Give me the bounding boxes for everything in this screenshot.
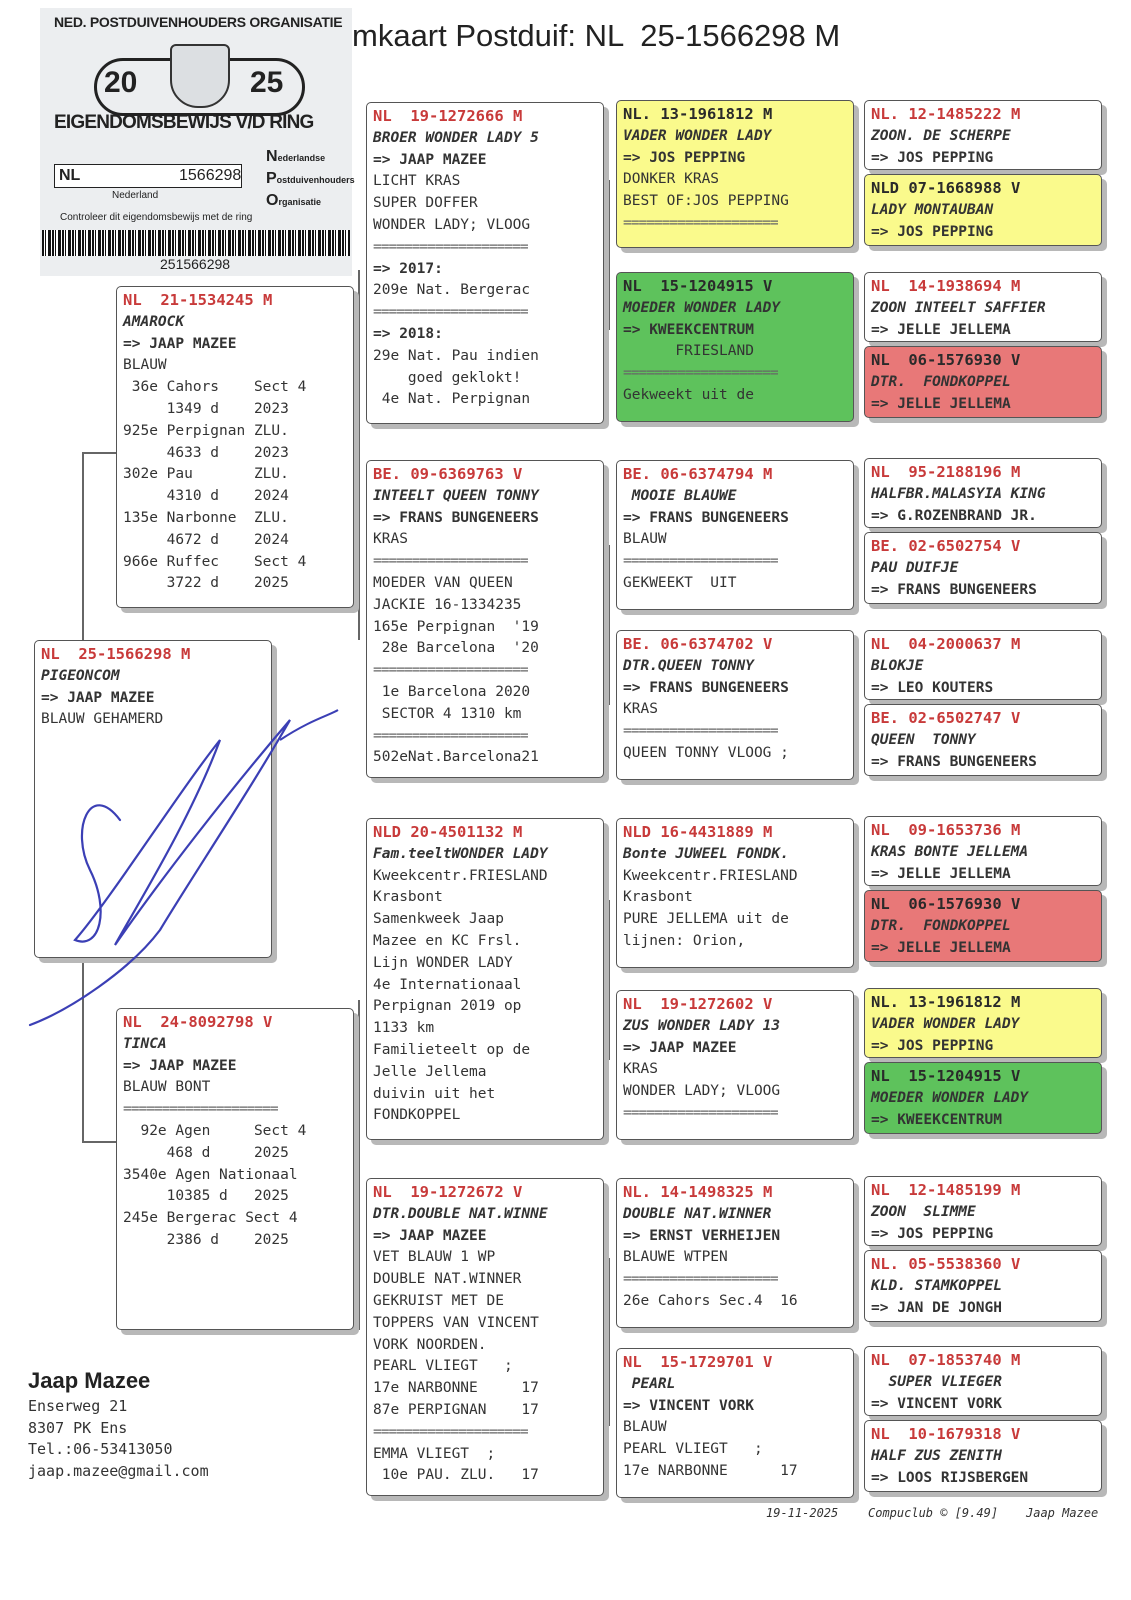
card-line: SECTOR 4 1310 km [373, 705, 522, 722]
connector [82, 452, 116, 454]
card-mother [116, 1008, 354, 1330]
card-line: 4e Nat. Perpignan [373, 391, 531, 408]
card-line: => JAAP MAZEE [373, 1227, 487, 1244]
pigeon-name: Fam.teeltWONDER LADY [373, 845, 548, 862]
ring-number: BE. 06-6374794 M [623, 465, 773, 483]
card-line: EMMA VLIEGT ; [373, 1445, 496, 1462]
card-line: => JAAP MAZEE [373, 151, 487, 168]
card-mmm [616, 1348, 854, 1498]
pigeon-name: DTR. FONDKOPPEL [871, 917, 1011, 934]
card-line: MOEDER VAN QUEEN [373, 574, 513, 591]
card-line: BLAUW GEHAMERD [41, 711, 164, 728]
owner-phone: Tel.:06-53413050 [28, 1440, 173, 1458]
ring-number: NL 19-1272672 V [373, 1183, 523, 1201]
card-g11 [864, 988, 1102, 1058]
card-line: => JAN DE JONGH [871, 1299, 1002, 1316]
card-line: 29e Nat. Pau indien [373, 347, 539, 364]
ring-number: NL. 13-1961812 M [623, 105, 773, 123]
ring-number: NL 15-1729701 V [623, 1353, 773, 1371]
card-line: 3540e Agen Nationaal [123, 1166, 298, 1183]
ring-number: NL 15-1204915 V [623, 277, 773, 295]
pigeon-name: PAU DUIFJE [871, 559, 959, 576]
card-line: => JAAP MAZEE [623, 1039, 737, 1056]
ring-number: BE. 09-6369763 V [373, 465, 523, 483]
card-line: => VINCENT VORK [623, 1397, 754, 1414]
ring-number: NL 19-1272666 M [373, 107, 523, 125]
owner-email[interactable]: jaap.mazee@gmail.com [28, 1461, 209, 1480]
owner-street: Enserweg 21 [28, 1397, 128, 1415]
card-line: => LOOS RIJSBERGEN [871, 1469, 1029, 1486]
pigeon-name: MOOIE BLAUWE [623, 487, 737, 504]
certificate-check: Controleer dit eigendomsbewijs met de ring [60, 212, 253, 223]
pigeon-name: TINCA [123, 1035, 167, 1052]
card-line: 4672 d 2024 [123, 531, 289, 548]
card-g4 [864, 346, 1102, 418]
ring-number: NLD 20-4501132 M [373, 823, 523, 841]
card-ff [366, 102, 604, 424]
owner-block [28, 1366, 209, 1482]
card-line: GEKRUIST MET DE [373, 1292, 504, 1309]
card-line: QUEEN TONNY VLOOG ; [623, 744, 789, 761]
card-line: => VINCENT VORK [871, 1395, 1002, 1412]
card-line: ==================== [623, 365, 778, 382]
ring-number: NL. 13-1961812 M [871, 993, 1021, 1011]
card-line: => JAAP MAZEE [123, 335, 237, 352]
card-line: Gekweekt uit de [623, 386, 754, 403]
card-g9 [864, 816, 1102, 886]
card-line: 468 d 2025 [123, 1144, 289, 1161]
card-line: goed geklokt! [373, 369, 522, 386]
npo-p-text: ostduivenhouders [276, 175, 355, 185]
card-line: JACKIE 16-1334235 [373, 596, 522, 613]
ring-number: BE. 02-6502754 V [871, 537, 1021, 555]
card-line: BLAUW [623, 531, 667, 548]
pigeon-name: KRAS BONTE JELLEMA [871, 843, 1029, 860]
ring-number: NL 10-1679318 V [871, 1425, 1021, 1443]
ring-number: NL 15-1204915 V [871, 1067, 1021, 1085]
card-line: BLAUWE WTPEN [623, 1249, 728, 1266]
card-line: ==================== [623, 723, 778, 740]
page-title: mkaart Postduif: NL 25-1566298 M [352, 18, 841, 53]
card-line: ==================== [373, 238, 528, 255]
pigeon-name: LADY MONTAUBAN [871, 201, 994, 218]
card-line: WONDER LADY; VLOOG [623, 1083, 781, 1100]
card-line: BLAUW BONT [123, 1079, 211, 1096]
card-line: PEARL VLIEGT ; [373, 1358, 513, 1375]
card-g16 [864, 1420, 1102, 1492]
card-line: LICHT KRAS [373, 173, 461, 190]
owner-name: Jaap Mazee [28, 1368, 151, 1393]
pigeon-name: ZUS WONDER LADY 13 [623, 1017, 781, 1034]
card-line: KRAS [623, 701, 658, 718]
pigeon-name: INTEELT QUEEN TONNY [373, 487, 539, 504]
ring-number: NL. 12-1485222 M [871, 105, 1021, 123]
card-line: DOUBLE NAT.WINNER [373, 1271, 522, 1288]
card-mfm [616, 990, 854, 1140]
card-line: 17e NARBONNE 17 [623, 1462, 798, 1479]
card-line: 1349 d 2023 [123, 400, 289, 417]
certificate-year-right: 25 [250, 66, 284, 99]
card-line: lijnen: Orion, [623, 932, 746, 949]
ring-number: NLD 07-1668988 V [871, 179, 1021, 197]
card-g6 [864, 532, 1102, 604]
card-line: 502eNat.Barcelona21 [373, 749, 539, 766]
pigeon-name: PIGEONCOM [41, 667, 120, 684]
ring-number: NL. 05-5538360 V [871, 1255, 1021, 1273]
card-line: WONDER LADY; VLOOG [373, 216, 531, 233]
card-line: => FRANS BUNGENEERS [623, 509, 789, 526]
ring-number: NL 04-2000637 M [871, 635, 1021, 653]
card-line: ==================== [623, 1104, 778, 1121]
card-line: VET BLAUW 1 WP [373, 1249, 496, 1266]
card-line: Jelle Jellema [373, 1063, 487, 1080]
card-line: 10385 d 2025 [123, 1188, 289, 1205]
ring-number: NL 06-1576930 V [871, 351, 1021, 369]
pigeon-name: ZOON SLIMME [871, 1203, 976, 1220]
card-line: => JOS PEPPING [871, 223, 994, 240]
card-fm [366, 460, 604, 778]
card-line: 4633 d 2023 [123, 444, 289, 461]
card-line: => 2018: [373, 325, 443, 342]
pigeon-name: DTR.DOUBLE NAT.WINNE [373, 1205, 548, 1222]
card-line: => 2017: [373, 260, 443, 277]
card-line: ==================== [373, 662, 528, 679]
npo-n: Nederlandse [266, 148, 326, 165]
ring-number: NL 21-1534245 M [123, 291, 273, 309]
footer-software: Compuclub © [9.49] [868, 1506, 999, 1520]
npo-o-text: rganisatie [278, 197, 321, 207]
card-line: ==================== [123, 1101, 278, 1118]
pigeon-name: ZOON INTEELT SAFFIER [871, 299, 1046, 316]
card-line: => FRANS BUNGENEERS [373, 509, 539, 526]
card-line: => FRANS BUNGENEERS [871, 753, 1037, 770]
card-fff [616, 100, 854, 248]
card-line: 17e NARBONNE 17 [373, 1380, 539, 1397]
certificate-number: 1566298 [179, 167, 242, 184]
connector [608, 900, 610, 1060]
card-line: => FRANS BUNGENEERS [871, 581, 1037, 598]
connector [358, 270, 360, 640]
card-line: 10e PAU. ZLU. 17 [373, 1467, 539, 1484]
ring-number: NL 14-1938694 M [871, 277, 1021, 295]
pigeon-name: VADER WONDER LADY [871, 1015, 1020, 1032]
card-g8 [864, 704, 1102, 776]
card-line: => JELLE JELLEMA [871, 395, 1011, 412]
card-line: DONKER KRAS [623, 171, 720, 188]
card-line: 302e Pau ZLU. [123, 466, 289, 483]
npo-p: Postduivenhouders [266, 170, 355, 187]
card-g7 [864, 630, 1102, 700]
card-line: BLAUW [623, 1419, 667, 1436]
ring-number: NLD 16-4431889 M [623, 823, 773, 841]
card-line: BLAUW [123, 357, 167, 374]
card-line: FRIESLAND [623, 343, 754, 360]
footer-author: Jaap Mazee [1026, 1506, 1099, 1520]
card-line: Krasbont [373, 889, 443, 906]
certificate-year-left: 20 [104, 66, 138, 99]
card-father [116, 286, 354, 608]
connector [82, 452, 84, 642]
card-line: => JOS PEPPING [871, 1225, 994, 1242]
card-line: BEST OF:JOS PEPPING [623, 193, 789, 210]
card-line: Kweekcentr.FRIESLAND [623, 867, 798, 884]
card-mmf [616, 1178, 854, 1328]
card-line: => KWEEKCENTRUM [623, 321, 754, 338]
card-line: => KWEEKCENTRUM [871, 1111, 1002, 1128]
card-line: ==================== [373, 727, 528, 744]
pigeon-name: VADER WONDER LADY [623, 127, 772, 144]
card-line: 135e Narbonne ZLU. [123, 509, 289, 526]
card-line: 4310 d 2024 [123, 488, 289, 505]
card-line: => FRANS BUNGENEERS [623, 679, 789, 696]
certificate-nederland: Nederland [112, 190, 159, 201]
connector [358, 1000, 360, 1330]
card-line: ==================== [373, 553, 528, 570]
card-line: 28e Barcelona '20 [373, 640, 539, 657]
ring-number: NL 09-1653736 M [871, 821, 1021, 839]
owner-city: 8307 PK Ens [28, 1418, 128, 1437]
footer-date: 19-11-2025 [766, 1506, 839, 1520]
card-line: 4e Internationaal [373, 976, 522, 993]
card-line: => JELLE JELLEMA [871, 939, 1011, 956]
card-line: PURE JELLEMA uit de [623, 911, 789, 928]
card-line: FONDKOPPEL [373, 1107, 461, 1124]
card-g10 [864, 890, 1102, 962]
certificate-country: NL [59, 167, 81, 184]
pigeon-name: DTR. FONDKOPPEL [871, 373, 1011, 390]
card-fmm [616, 630, 854, 780]
pigeon-name: KLD. STAMKOPPEL [871, 1277, 1002, 1294]
npo-o: Organisatie [266, 192, 321, 209]
card-line: => JELLE JELLEMA [871, 321, 1011, 338]
pigeon-name: HALF ZUS ZENITH [871, 1447, 1002, 1464]
card-line: 925e Perpignan ZLU. [123, 422, 289, 439]
card-line: SUPER DOFFER [373, 195, 478, 212]
ring-number: NL 95-2188196 M [871, 463, 1021, 481]
card-line: Perpignan 2019 op [373, 998, 522, 1015]
ring-certificate [40, 8, 355, 276]
ring-number: NL 24-8092798 V [123, 1013, 273, 1031]
crest-icon [170, 44, 230, 108]
card-g15 [864, 1346, 1102, 1416]
connector [608, 180, 610, 330]
pigeon-name: BROER WONDER LADY 5 [373, 129, 539, 146]
card-line: ==================== [373, 1423, 528, 1440]
card-mff [616, 818, 854, 968]
card-line: ==================== [623, 1271, 778, 1288]
card-line: 245e Bergerac Sect 4 [123, 1210, 298, 1227]
ring-number: NL 06-1576930 V [871, 895, 1021, 913]
card-line: => ERNST VERHEIJEN [623, 1227, 781, 1244]
pigeon-name: DTR.QUEEN TONNY [623, 657, 754, 674]
card-line: => JAAP MAZEE [41, 689, 155, 706]
pigeon-name: MOEDER WONDER LADY [871, 1089, 1029, 1106]
card-line: 2386 d 2025 [123, 1231, 289, 1248]
ring-number-box [54, 164, 242, 188]
npo-n-text: ederlandse [277, 153, 326, 163]
card-line: 165e Perpignan '19 [373, 618, 539, 635]
card-line: Kweekcentr.FRIESLAND [373, 867, 548, 884]
connector [608, 1258, 610, 1426]
ring-number: BE. 06-6374702 V [623, 635, 773, 653]
pigeon-name: HALFBR.MALASYIA KING [871, 485, 1046, 502]
card-line: => LEO KOUTERS [871, 679, 994, 696]
card-line: ==================== [623, 214, 778, 231]
card-line: => JELLE JELLEMA [871, 865, 1011, 882]
card-line: => JOS PEPPING [871, 1037, 994, 1054]
card-fmf [616, 460, 854, 610]
card-line: 26e Cahors Sec.4 16 [623, 1292, 798, 1309]
pigeon-name: ZOON. DE SCHERPE [871, 127, 1011, 144]
card-line: 966e Ruffec Sect 4 [123, 553, 307, 570]
ring-number: NL 19-1272602 V [623, 995, 773, 1013]
card-line: => G.ROZENBRAND JR. [871, 507, 1037, 524]
card-mf [366, 818, 604, 1140]
card-line: 1e Barcelona 2020 [373, 683, 531, 700]
ring-number: BE. 02-6502747 V [871, 709, 1021, 727]
card-ffm [616, 272, 854, 422]
barcode [42, 230, 350, 256]
pigeon-name: SUPER VLIEGER [871, 1373, 1002, 1390]
card-line: Familieteelt op de [373, 1041, 531, 1058]
card-line: 3722 d 2025 [123, 575, 289, 592]
card-line: 92e Agen Sect 4 [123, 1122, 307, 1139]
card-line: KRAS [623, 1061, 658, 1078]
card-g13 [864, 1176, 1102, 1246]
ring-number: NL 07-1853740 M [871, 1351, 1021, 1369]
card-line: => JAAP MAZEE [123, 1057, 237, 1074]
card-line: ==================== [623, 553, 778, 570]
card-line: Samenkweek Jaap [373, 911, 504, 928]
pigeon-name: QUEEN TONNY [871, 731, 976, 748]
ring-number: NL. 14-1498325 M [623, 1183, 773, 1201]
card-line: PEARL VLIEGT ; [623, 1441, 763, 1458]
card-line: TOPPERS VAN VINCENT [373, 1314, 539, 1331]
certificate-heading: EIGENDOMSBEWIJS V/D RING [54, 112, 314, 133]
card-line: 1133 km [373, 1020, 435, 1037]
pigeon-name: PEARL [623, 1375, 676, 1392]
ring-number: NL 25-1566298 M [41, 645, 191, 663]
card-line: => JOS PEPPING [623, 149, 746, 166]
pigeon-name: Bonte JUWEEL FONDK. [623, 845, 789, 862]
card-line: Mazee en KC Frsl. [373, 932, 522, 949]
card-g1 [864, 100, 1102, 170]
card-line: => JOS PEPPING [871, 149, 994, 166]
card-line: 209e Nat. Bergerac [373, 282, 531, 299]
card-line: Krasbont [623, 889, 693, 906]
card-line: KRAS [373, 531, 408, 548]
card-line: ==================== [373, 304, 528, 321]
card-g12 [864, 1062, 1102, 1134]
barcode-number: 251566298 [160, 256, 231, 272]
pigeon-name: BLOKJE [871, 657, 924, 674]
card-line: VORK NOORDEN. [373, 1336, 487, 1353]
card-line: duivin uit het [373, 1085, 496, 1102]
card-g3 [864, 272, 1102, 342]
card-line: 87e PERPIGNAN 17 [373, 1401, 539, 1418]
ring-number: NL 12-1485199 M [871, 1181, 1021, 1199]
card-mm [366, 1178, 604, 1496]
pigeon-name: MOEDER WONDER LADY [623, 299, 781, 316]
card-g5 [864, 458, 1102, 528]
pigeon-name: AMAROCK [123, 313, 185, 330]
pigeon-name: DOUBLE NAT.WINNER [623, 1205, 772, 1222]
card-g14 [864, 1250, 1102, 1322]
card-line: GEKWEEKT UIT [623, 574, 737, 591]
card-line: 36e Cahors Sect 4 [123, 379, 307, 396]
connector [608, 545, 610, 705]
card-g2 [864, 174, 1102, 246]
card-line: Lijn WONDER LADY [373, 954, 513, 971]
connector [82, 1141, 116, 1143]
signature [20, 700, 350, 1040]
certificate-org: NED. POSTDUIVENHOUDERS ORGANISATIE [54, 14, 343, 30]
